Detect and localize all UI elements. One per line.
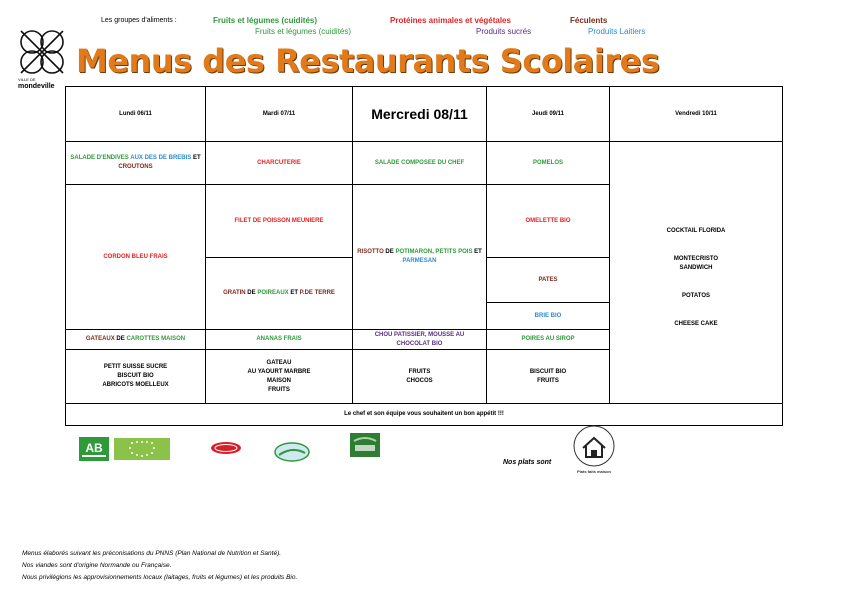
mercredi-plat: RISOTTO DE POTIMARON, PETITS POIS ET PARMESAN: [353, 185, 487, 330]
ab-bio-logo-icon: [79, 437, 109, 461]
viande-origine-icon: [273, 441, 311, 463]
jeudi-dessert: POIRES AU SIROP: [487, 330, 610, 350]
day-header-mercredi: Mercredi 08/11: [353, 87, 487, 142]
vendredi-item: COCKTAIL FLORIDA: [666, 228, 726, 234]
mardi-entree: CHARCUTERIE: [206, 142, 353, 185]
legend-proteines: Protéines animales et végétales: [390, 16, 511, 25]
mardi-plat: FILET DE POISSON MEUNIERE: [206, 185, 353, 258]
day-header-jeudi: Jeudi 09/11: [487, 87, 610, 142]
day-header-vendredi: Vendredi 10/11: [610, 87, 783, 142]
food-groups-legend: [0, 16, 842, 40]
jeudi-accompagnement: PATES: [487, 258, 610, 303]
mardi-dessert: ANANAS FRAIS: [206, 330, 353, 350]
vendredi-item: SANDWICH: [679, 265, 713, 271]
vendredi-item: CHEESE CAKE: [674, 321, 718, 327]
lundi-dessert: GATEAUX DE CAROTTES MAISON: [66, 330, 206, 350]
mercredi-gouter: FRUITS CHOCOS: [353, 350, 487, 404]
footnotes: [22, 548, 297, 584]
legend-sucres: Produits sucrés: [476, 27, 532, 36]
bon-appetit-message: Le chef et son équipe vous souhaitent un bon appétit !!!: [66, 404, 783, 426]
jeudi-plat: OMELETTE BIO: [487, 185, 610, 258]
lundi-entree: SALADE D'ENDIVES AUX DES DE BREBIS ET CROUTONS: [66, 142, 206, 185]
legend-laitiers: Produits Laitiers: [588, 27, 646, 36]
logo-wordmark: VILLE DE mondeville: [18, 77, 55, 90]
nos-plats-text: Nos plats sont: [503, 459, 552, 466]
fait-maison-caption: Plats faits maison: [576, 469, 611, 474]
footer-row: [66, 404, 783, 426]
lundi-gouter: PETIT SUISSE SUCRE BISCUIT BIO ABRICOTS MOELLEUX: [66, 350, 206, 404]
mardi-accompagnement: GRATIN DE POIREAUX ET P.DE TERRE: [206, 258, 353, 330]
day-header-lundi: Lundi 06/11: [66, 87, 206, 142]
legend-fruits: Fruits et légumes (cuidités): [213, 16, 318, 25]
menu-table: [65, 86, 783, 426]
legend-fruits-crus: Fruits et légumes (cuidités): [255, 27, 352, 36]
mercredi-dessert: CHOU PATISSIER, MOUSSE AU CHOCOLAT BIO: [353, 330, 487, 350]
eu-organic-leaf-icon: [114, 438, 170, 460]
jeudi-entree: POMELOS: [487, 142, 610, 185]
vendredi-item: POTATOS: [681, 293, 710, 299]
day-header-mardi: Mardi 07/11: [206, 87, 353, 142]
footnote: Nous privilégions les approvisionnements locaux (laitages, fruits et légumes) et les produits Bio.: [22, 574, 298, 581]
fait-maison-icon: [572, 424, 616, 468]
mercredi-entree: SALADE COMPOSEE DU CHEF: [353, 142, 487, 185]
days-header-row: [66, 87, 783, 142]
legend-label: Les groupes d'aliments :: [101, 17, 177, 24]
footnote: Nos viandes sont d'origine Normande ou Française.: [22, 562, 172, 569]
legend-feculents: Féculents: [570, 16, 608, 25]
label-rouge-icon: [210, 441, 242, 455]
mardi-gouter: GATEAU AU YAOURT MARBRE MAISON FRUITS: [206, 350, 353, 404]
jeudi-gouter: BISCUIT BIO FRUITS: [487, 350, 610, 404]
saveur-normandie-icon: [350, 433, 380, 457]
vendredi-menu: [610, 142, 783, 404]
svg-text:AB: AB: [85, 441, 103, 455]
footnote: Menus élaborés suivant les préconisations du PNNS (Plan National de Nutrition et Santé).: [22, 550, 282, 557]
menu-row: [66, 142, 783, 185]
vendredi-item: MONTECRISTO: [673, 256, 719, 262]
page-title: Menus des Restaurants Scolaires: [76, 42, 660, 80]
jeudi-laitage: BRIE BIO: [487, 303, 610, 330]
lundi-plat: CORDON BLEU FRAIS: [66, 185, 206, 330]
